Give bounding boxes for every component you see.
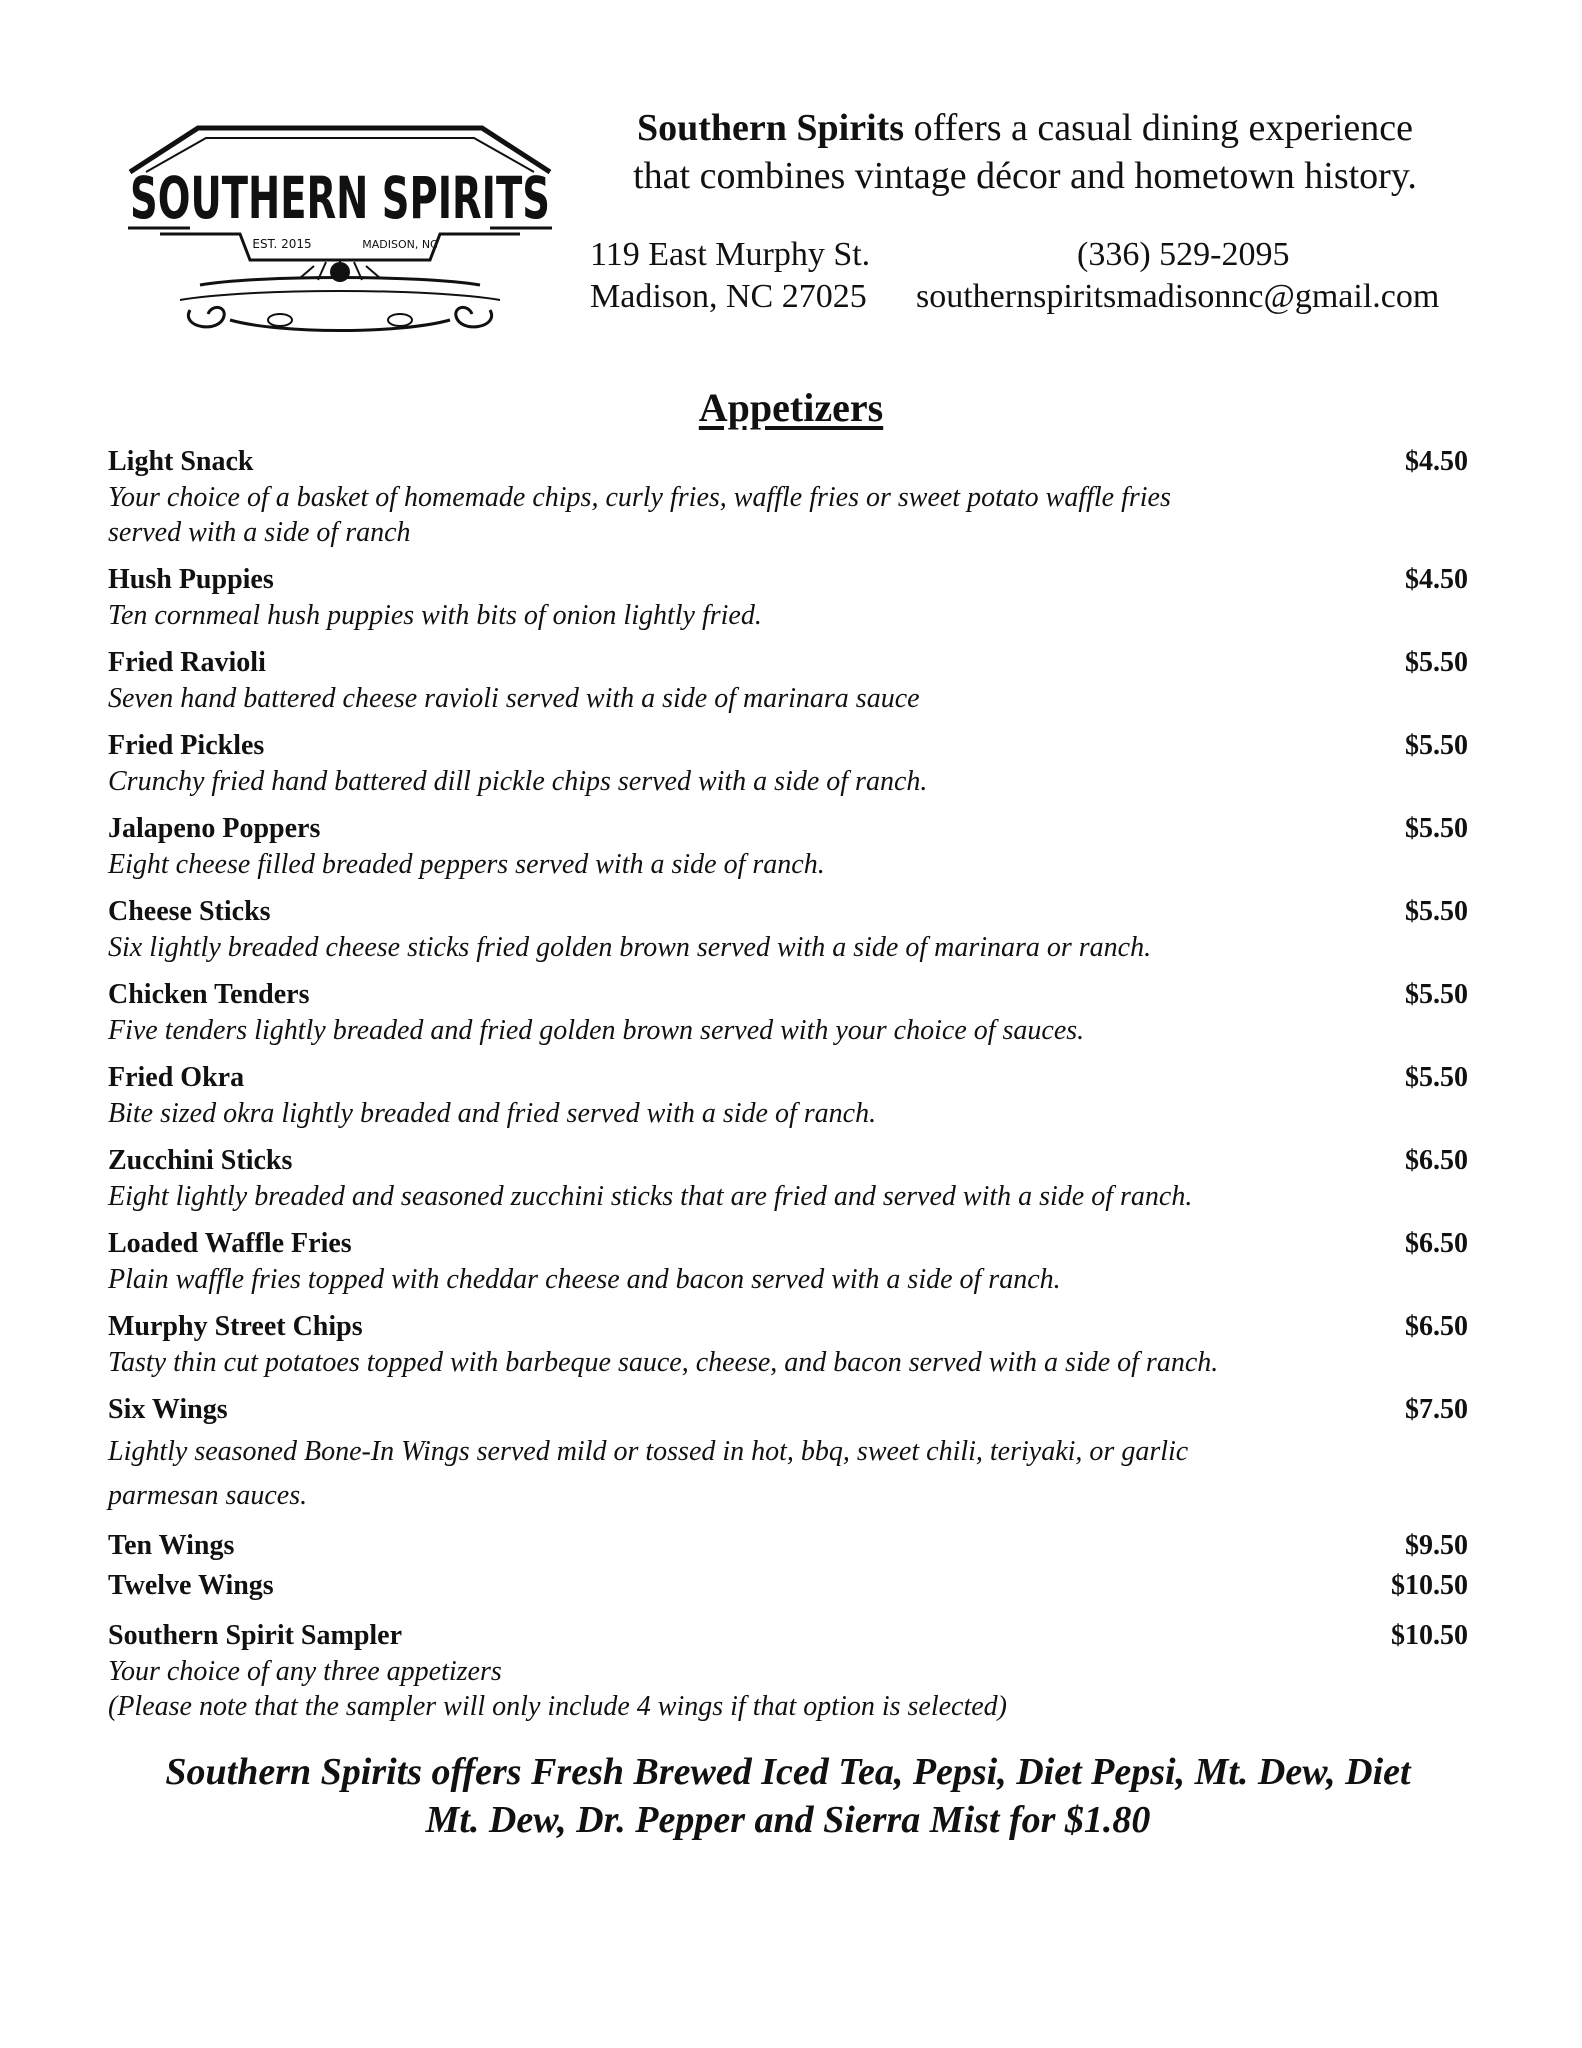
item-description: Lightly seasoned Bone-In Wings served mild or tossed in hot, bbq, sweet chili, teriyaki, or garlic — [108, 1436, 1189, 1467]
menu-item — [108, 444, 1468, 550]
item-price: $9.50 — [1405, 1530, 1468, 1561]
menu-item — [108, 1309, 1468, 1380]
item-description: Crunchy fried hand battered dill pickle chips served with a side of ranch. — [108, 766, 928, 797]
address-city: Madison, NC 27025 — [590, 278, 867, 315]
item-name: Zucchini Sticks — [108, 1145, 293, 1176]
beverage-note-line1: Southern Spirits offers Fresh Brewed Iced Tea, Pepsi, Diet Pepsi, Mt. Dew, Diet — [165, 1751, 1411, 1793]
item-description: parmesan sauces. — [108, 1480, 308, 1511]
item-name: Loaded Waffle Fries — [108, 1228, 352, 1259]
item-name: Jalapeno Poppers — [108, 813, 321, 844]
item-name: Fried Ravioli — [108, 647, 266, 678]
menu-item — [108, 1060, 1468, 1131]
item-price: $5.50 — [1405, 813, 1468, 844]
section-title-appetizers: Appetizers — [698, 385, 884, 430]
item-description: Ten cornmeal hush puppies with bits of onion lightly fried. — [108, 600, 762, 631]
item-price: $4.50 — [1405, 564, 1468, 595]
tagline-line2: that combines vintage décor and hometown history. — [633, 155, 1417, 197]
phone-number: (336) 529-2095 — [1077, 236, 1290, 273]
menu-item — [108, 1618, 1468, 1724]
item-description: Your choice of any three appetizers — [108, 1656, 502, 1687]
item-price: $4.50 — [1405, 446, 1468, 477]
item-name: Southern Spirit Sampler — [108, 1620, 403, 1651]
email-address: southernspiritsmadisonnc@gmail.com — [916, 278, 1440, 315]
item-description: Your choice of a basket of homemade chips, curly fries, waffle fries or sweet potato waffle fries — [108, 482, 1171, 513]
item-price: $6.50 — [1405, 1228, 1468, 1259]
item-name: Ten Wings — [108, 1530, 235, 1561]
logo-wordmark: SOUTHERN SPIRITS — [130, 164, 550, 232]
item-name: Hush Puppies — [108, 564, 274, 595]
menu-item — [108, 811, 1468, 882]
menu-item — [108, 1568, 1468, 1604]
item-description: Eight cheese filled breaded peppers served with a side of ranch. — [108, 849, 825, 880]
menu-item — [108, 1226, 1468, 1297]
menu-item — [108, 1392, 1468, 1516]
item-description: Bite sized okra lightly breaded and fried served with a side of ranch. — [108, 1098, 877, 1129]
item-name: Fried Okra — [108, 1062, 245, 1093]
southern-spirits-logo — [120, 110, 560, 340]
item-price: $5.50 — [1405, 1062, 1468, 1093]
item-description: Five tenders lightly breaded and fried golden brown served with your choice of sauces. — [108, 1015, 1085, 1046]
item-name: Chicken Tenders — [108, 979, 310, 1010]
menu-item — [108, 1143, 1468, 1214]
item-description: Plain waffle fries topped with cheddar cheese and bacon served with a side of ranch. — [108, 1264, 1061, 1295]
item-price: $10.50 — [1391, 1620, 1468, 1651]
logo-graphic — [120, 110, 560, 340]
appetizer-list — [108, 444, 1468, 1736]
item-name: Twelve Wings — [108, 1570, 274, 1601]
tagline-line1: offers a casual dining experience — [904, 107, 1414, 149]
item-price: $6.50 — [1405, 1145, 1468, 1176]
item-name: Murphy Street Chips — [108, 1311, 363, 1342]
item-description: Eight lightly breaded and seasoned zucchini sticks that are fried and served with a side of ranch. — [108, 1181, 1193, 1212]
restaurant-tagline — [585, 104, 1465, 200]
menu-item — [108, 728, 1468, 799]
item-name: Six Wings — [108, 1394, 228, 1425]
item-description: served with a side of ranch — [108, 517, 411, 548]
item-name: Cheese Sticks — [108, 896, 271, 927]
item-description: Six lightly breaded cheese sticks fried golden brown served with a side of marinara or ranch. — [108, 932, 1152, 963]
item-price: $5.50 — [1405, 896, 1468, 927]
menu-item — [108, 977, 1468, 1048]
menu-item — [108, 894, 1468, 965]
logo-location: MADISON, NC — [362, 238, 438, 251]
item-name: Fried Pickles — [108, 730, 265, 761]
item-description: Seven hand battered cheese ravioli served with a side of marinara sauce — [108, 683, 920, 714]
tagline-brand: Southern Spirits — [636, 107, 905, 149]
address-street: 119 East Murphy St. — [590, 236, 871, 273]
item-price: $7.50 — [1405, 1394, 1468, 1425]
item-price: $5.50 — [1405, 647, 1468, 678]
menu-item — [108, 645, 1468, 716]
item-price: $5.50 — [1405, 979, 1468, 1010]
item-description: Tasty thin cut potatoes topped with barbeque sauce, cheese, and bacon served with a side of ranch. — [108, 1347, 1219, 1378]
menu-item — [108, 1528, 1468, 1564]
menu-item — [108, 562, 1468, 633]
item-price: $10.50 — [1391, 1570, 1468, 1601]
beverage-note-line2: Mt. Dew, Dr. Pepper and Sierra Mist for $1.80 — [425, 1799, 1151, 1841]
item-price: $5.50 — [1405, 730, 1468, 761]
item-description: (Please note that the sampler will only include 4 wings if that option is selected) — [108, 1691, 1007, 1722]
item-price: $6.50 — [1405, 1311, 1468, 1342]
beverage-note — [100, 1748, 1476, 1844]
item-name: Light Snack — [108, 446, 254, 477]
logo-est: EST. 2015 — [252, 237, 312, 251]
